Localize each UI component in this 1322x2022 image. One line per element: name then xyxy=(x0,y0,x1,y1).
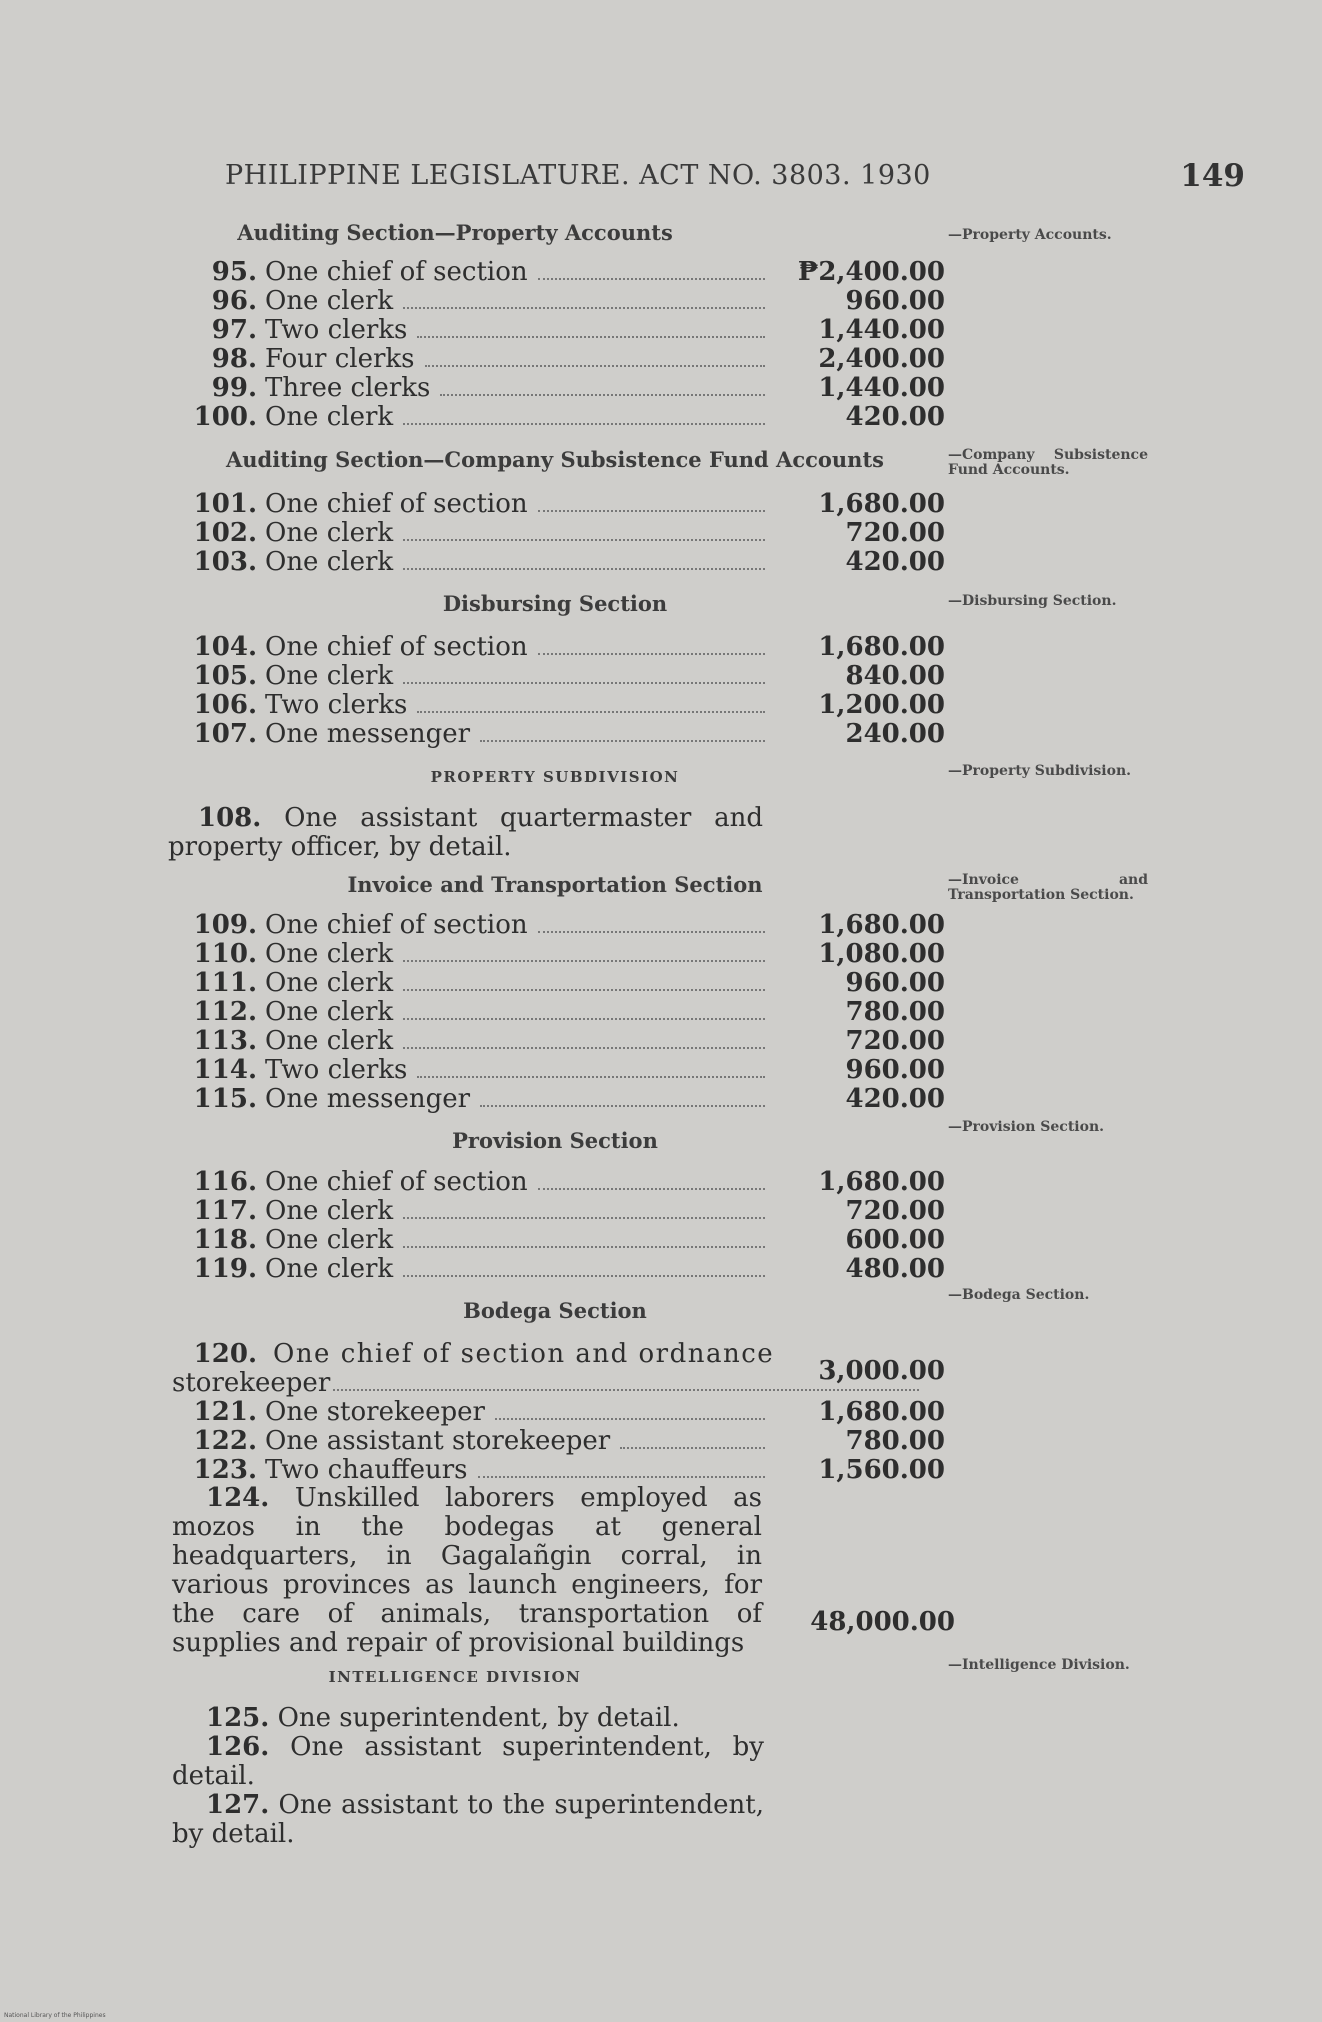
item-number: 112. xyxy=(193,997,257,1027)
item-text: Unskilled laborers employed as mozos in the bodegas at general headquarters, in Gagalañgin corral, in various provinces as launch engineers, for the care of animals, transportation of supplies and repair of provisional buildings xyxy=(172,1483,762,1658)
item-amount: 780.00 xyxy=(845,997,945,1027)
item-description: One clerk xyxy=(265,547,394,577)
item-amount: 720.00 xyxy=(845,1196,945,1226)
line-item xyxy=(165,1398,945,1427)
line-item xyxy=(165,940,945,969)
item-description: One clerk xyxy=(265,1196,394,1226)
item-list xyxy=(165,633,945,749)
item-number: 120. xyxy=(193,1339,257,1369)
dot-leader xyxy=(480,1105,765,1107)
item-description: One clerk xyxy=(265,1026,394,1056)
item-amount: 420.00 xyxy=(845,547,945,577)
item-amount: 600.00 xyxy=(845,1225,945,1255)
dot-leader xyxy=(538,931,765,933)
item-list xyxy=(165,911,945,1114)
margin-note: —Provision Section. xyxy=(948,1119,1105,1135)
margin-note: —Intelligence Division. xyxy=(948,1657,1130,1673)
item-amount: 1,680.00 xyxy=(818,1397,945,1427)
dot-leader xyxy=(538,653,765,655)
item-amount: 240.00 xyxy=(845,719,945,749)
dot-leader xyxy=(403,1246,765,1248)
section-heading: Disbursing Section xyxy=(442,591,668,616)
item-number: 107. xyxy=(193,719,257,749)
dot-leader xyxy=(620,1447,765,1449)
line-item xyxy=(165,911,945,940)
item-description: One assistant storekeeper xyxy=(265,1426,611,1456)
dot-leader xyxy=(478,1476,765,1478)
item-description: Three clerks xyxy=(265,373,431,403)
item-amount: 3,000.00 xyxy=(818,1356,945,1386)
dot-leader xyxy=(403,539,765,541)
item-number: 102. xyxy=(193,518,257,548)
line-item-continued xyxy=(165,1356,945,1398)
item-amount: 960.00 xyxy=(845,286,945,316)
item-amount: 840.00 xyxy=(845,661,945,691)
item-description: One clerk xyxy=(265,286,394,316)
item-amount: 2,400.00 xyxy=(818,344,945,374)
line-item xyxy=(165,374,945,403)
line-item xyxy=(165,345,945,374)
item-number: 106. xyxy=(193,690,257,720)
paragraph-item xyxy=(172,1791,764,1849)
item-number: 98. xyxy=(211,344,257,374)
section-heading: Auditing Section—Company Subsistence Fund Accounts xyxy=(226,447,884,472)
item-number: 114. xyxy=(193,1055,257,1085)
section-heading: Auditing Section—Property Accounts xyxy=(237,220,673,245)
section-heading: INTELLIGENCE DIVISION xyxy=(328,1668,582,1686)
item-description: Two chauffeurs xyxy=(265,1455,468,1485)
line-item xyxy=(165,662,945,691)
dot-leader xyxy=(417,1076,765,1078)
item-description: One chief of section xyxy=(265,632,528,662)
paragraph-list xyxy=(172,1704,764,1849)
item-description: One chief of section xyxy=(265,1167,528,1197)
item-number: 123. xyxy=(193,1455,257,1485)
item-description: One clerk xyxy=(265,968,394,998)
item-number: 117. xyxy=(193,1196,257,1226)
item-amount: 720.00 xyxy=(845,518,945,548)
dot-leader xyxy=(403,1275,765,1277)
dot-leader xyxy=(538,1188,765,1190)
dot-leader xyxy=(403,307,765,309)
line-item xyxy=(165,691,945,720)
item-description: Two clerks xyxy=(265,690,408,720)
item-number: 97. xyxy=(211,315,257,345)
running-head-title: PHILIPPINE LEGISLATURE. ACT NO. 3803. 1930 xyxy=(225,160,931,191)
item-amount: 1,440.00 xyxy=(818,373,945,403)
item-number: 104. xyxy=(193,632,257,662)
item-description: storekeeper xyxy=(172,1368,331,1398)
item-amount: 1,680.00 xyxy=(818,632,945,662)
item-amount: 1,680.00 xyxy=(818,489,945,519)
line-item xyxy=(165,998,945,1027)
item-amount: 780.00 xyxy=(845,1426,945,1456)
line-item xyxy=(165,1255,945,1284)
item-amount: 1,680.00 xyxy=(818,910,945,940)
item-number: 110. xyxy=(193,939,257,969)
item-amount: 960.00 xyxy=(845,968,945,998)
item-description: One clerk xyxy=(265,402,394,432)
paragraph-item xyxy=(168,804,763,862)
paragraph-item xyxy=(172,1733,764,1791)
section-heading: PROPERTY SUBDIVISION xyxy=(430,768,680,786)
dot-leader xyxy=(425,365,765,367)
line-item xyxy=(165,287,945,316)
line-item xyxy=(165,519,945,548)
dot-leader xyxy=(480,740,765,742)
item-text: One superintendent, by detail. xyxy=(277,1703,680,1733)
margin-note: —Invoice and Transportation Section. xyxy=(948,872,1148,903)
dot-leader xyxy=(417,711,765,713)
line-item xyxy=(165,1226,945,1255)
item-amount: 48,000.00 xyxy=(810,1607,955,1637)
dot-leader xyxy=(538,278,765,280)
line-item xyxy=(165,490,945,519)
item-number: 118. xyxy=(193,1225,257,1255)
item-text: One assistant to the superintendent, by detail. xyxy=(172,1790,765,1849)
dot-leader xyxy=(440,394,765,396)
item-number: 125. xyxy=(206,1703,270,1733)
section-heading: Bodega Section xyxy=(463,1298,647,1323)
page-number: 149 xyxy=(1180,158,1245,194)
item-number: 96. xyxy=(211,286,257,316)
item-number: 115. xyxy=(193,1084,257,1114)
dot-leader xyxy=(538,510,765,512)
line-item xyxy=(165,969,945,998)
item-description: One storekeeper xyxy=(265,1397,485,1427)
dot-leader xyxy=(403,568,765,570)
item-description: One chief of section and ordnance xyxy=(273,1339,775,1369)
margin-note: —Property Subdivision. xyxy=(948,763,1132,779)
line-item xyxy=(165,1085,945,1114)
margin-note: —Company Subsistence Fund Accounts. xyxy=(948,447,1148,478)
item-list xyxy=(165,258,945,432)
item-amount: 720.00 xyxy=(845,1026,945,1056)
item-number: 108. xyxy=(198,803,262,833)
item-amount: 420.00 xyxy=(845,1084,945,1114)
item-description: One clerk xyxy=(265,661,394,691)
item-description: One chief of section xyxy=(265,910,528,940)
line-item xyxy=(165,258,945,287)
item-description: Two clerks xyxy=(265,1055,408,1085)
item-number: 121. xyxy=(193,1397,257,1427)
item-amount: 1,080.00 xyxy=(818,939,945,969)
dot-leader xyxy=(403,1047,765,1049)
item-list xyxy=(165,490,945,577)
line-item xyxy=(165,548,945,577)
running-head xyxy=(225,160,1245,200)
item-number: 116. xyxy=(193,1167,257,1197)
item-amount: 1,680.00 xyxy=(818,1167,945,1197)
item-list xyxy=(165,1398,945,1485)
line-item xyxy=(165,720,945,749)
item-description: One clerk xyxy=(265,1225,394,1255)
item-description: One clerk xyxy=(265,997,394,1027)
line-item xyxy=(165,1027,945,1056)
item-amount: 1,200.00 xyxy=(818,690,945,720)
paragraph-item xyxy=(172,1704,764,1733)
dot-leader xyxy=(403,960,765,962)
item-text: One assistant superintendent, by detail. xyxy=(172,1732,764,1791)
item-description: One clerk xyxy=(265,518,394,548)
line-item xyxy=(165,1056,945,1085)
dot-leader xyxy=(333,1389,919,1391)
item-description: One messenger xyxy=(265,719,471,749)
dot-leader xyxy=(403,989,765,991)
dot-leader xyxy=(417,336,765,338)
section-heading: Provision Section xyxy=(452,1128,658,1153)
item-text: One assistant quartermaster and property officer, by detail. xyxy=(168,803,763,862)
item-description: One messenger xyxy=(265,1084,471,1114)
item-amount: 1,440.00 xyxy=(818,315,945,345)
item-amount: 420.00 xyxy=(845,402,945,432)
paragraph-item xyxy=(172,1484,762,1658)
item-number: 101. xyxy=(193,489,257,519)
item-number: 99. xyxy=(211,373,257,403)
item-number: 127. xyxy=(206,1790,270,1820)
item-amount: 1,560.00 xyxy=(818,1455,945,1485)
line-item xyxy=(165,316,945,345)
item-number: 103. xyxy=(193,547,257,577)
margin-note: —Disbursing Section. xyxy=(948,593,1117,609)
item-number: 113. xyxy=(193,1026,257,1056)
line-item xyxy=(165,1427,945,1456)
item-description: Two clerks xyxy=(265,315,408,345)
dot-leader xyxy=(403,682,765,684)
margin-note: —Bodega Section. xyxy=(948,1287,1090,1303)
item-number: 126. xyxy=(206,1732,270,1762)
line-item xyxy=(165,1456,945,1485)
item-number: 109. xyxy=(193,910,257,940)
item-description: One chief of section xyxy=(265,257,528,287)
line-item xyxy=(165,633,945,662)
item-amount: 960.00 xyxy=(845,1055,945,1085)
item-description: One clerk xyxy=(265,1254,394,1284)
item-number: 105. xyxy=(193,661,257,691)
section-heading: Invoice and Transportation Section xyxy=(347,872,763,897)
dot-leader xyxy=(403,423,765,425)
line-item xyxy=(165,1168,945,1197)
item-description: One clerk xyxy=(265,939,394,969)
dot-leader xyxy=(495,1418,765,1420)
item-number: 119. xyxy=(193,1254,257,1284)
margin-note: —Property Accounts. xyxy=(948,227,1112,243)
line-item xyxy=(165,1197,945,1226)
dot-leader xyxy=(403,1217,765,1219)
dot-leader xyxy=(403,1018,765,1020)
line-item xyxy=(165,403,945,432)
item-description: Four clerks xyxy=(265,344,415,374)
item-description: One chief of section xyxy=(265,489,528,519)
item-amount: 480.00 xyxy=(845,1254,945,1284)
item-number: 95. xyxy=(211,257,257,287)
item-list xyxy=(165,1168,945,1284)
item-amount: ₱2,400.00 xyxy=(797,257,945,287)
footer-credit: National Library of the Philippines xyxy=(4,2012,106,2019)
item-number: 124. xyxy=(206,1483,270,1513)
item-number: 111. xyxy=(193,968,257,998)
item-number: 122. xyxy=(193,1426,257,1456)
item-number: 100. xyxy=(193,402,257,432)
